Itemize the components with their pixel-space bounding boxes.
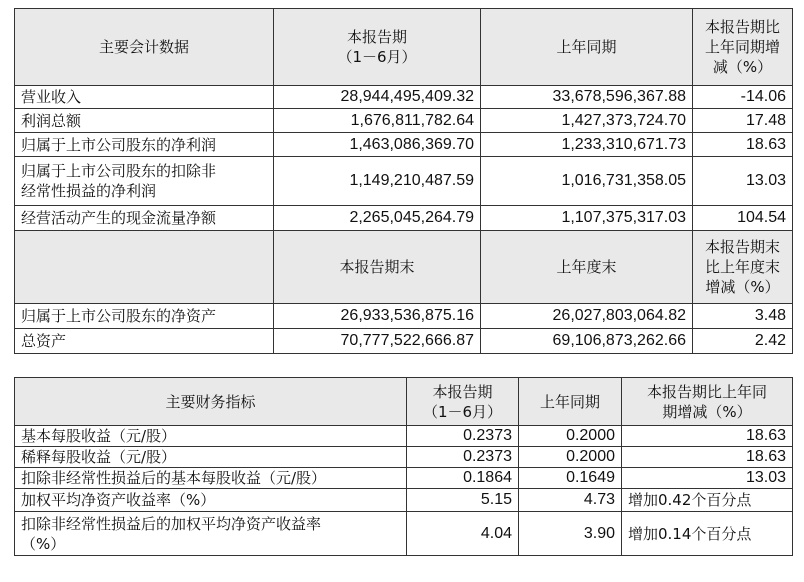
value-change: 18.63 — [693, 133, 793, 157]
value-current: 28,944,495,409.32 — [274, 86, 481, 109]
row-label: 利润总额 — [15, 109, 274, 133]
row-label-line: 归属于上市公司股东的扣除非 — [21, 162, 217, 180]
row-label-line: 扣除非经常性损益后的加权平均净资产收益率 — [21, 514, 322, 533]
value-change: 2.42 — [693, 329, 793, 354]
value-current: 26,933,536,875.16 — [274, 304, 481, 329]
value-change: 增加0.14个百分点 — [622, 512, 793, 556]
accounting-data-table — [14, 8, 793, 354]
value-prior: 4.73 — [519, 489, 622, 512]
row-label: 基本每股收益（元/股） — [15, 426, 407, 447]
value-prior: 1,233,310,671.73 — [481, 133, 693, 157]
header-cell-change-line: 上年同期增 — [704, 38, 780, 56]
value-change: 18.63 — [622, 447, 793, 468]
value-current: 2,265,045,264.79 — [274, 206, 481, 231]
table-row — [15, 468, 793, 489]
table-header-row — [15, 231, 793, 304]
header-cell-change — [693, 9, 793, 86]
table-row — [15, 157, 793, 206]
table-row — [15, 109, 793, 133]
header-cell-change-line: 减（%） — [712, 58, 773, 76]
table-row — [15, 426, 793, 447]
row-label-line: 经常性损益的净利润 — [21, 182, 157, 200]
value-prior: 0.1649 — [519, 468, 622, 489]
header-cell-current-period-line: 本报告期 — [432, 382, 493, 401]
value-current: 70,777,522,666.87 — [274, 329, 481, 354]
value-prior: 1,016,731,358.05 — [481, 157, 693, 206]
row-label: 归属于上市公司股东的净利润 — [15, 133, 274, 157]
header-cell-metric: 主要会计数据 — [15, 9, 274, 86]
table-row — [15, 206, 793, 231]
header-cell-current-period — [407, 378, 519, 426]
header-cell-change — [622, 378, 793, 426]
value-prior: 0.2000 — [519, 426, 622, 447]
row-label: 归属于上市公司股东的净资产 — [15, 304, 274, 329]
header-cell-period-end: 本报告期末 — [274, 231, 481, 304]
value-current: 0.2373 — [407, 447, 519, 468]
table-row — [15, 512, 793, 556]
table-row — [15, 86, 793, 109]
row-label — [15, 512, 407, 556]
value-change: 增加0.42个百分点 — [622, 489, 793, 512]
header-cell-change-line: 本报告期比上年同 — [646, 382, 767, 401]
header-cell-change-line: 增减（%） — [705, 278, 780, 296]
header-cell-prior-period: 上年同期 — [519, 378, 622, 426]
value-prior: 1,107,375,317.03 — [481, 206, 693, 231]
row-label: 扣除非经常性损益后的基本每股收益（元/股） — [15, 468, 407, 489]
header-cell-prior-year-end: 上年度末 — [481, 231, 693, 304]
value-prior: 33,678,596,367.88 — [481, 86, 693, 109]
financial-indicators-body — [15, 378, 793, 556]
financial-indicators-table — [14, 377, 793, 556]
table-header-row — [15, 9, 793, 86]
header-cell-change-line: 本报告期末 — [704, 238, 780, 256]
value-prior: 26,027,803,064.82 — [481, 304, 693, 329]
value-prior: 1,427,373,724.70 — [481, 109, 693, 133]
header-cell-change-line: 期增减（%） — [662, 402, 752, 421]
row-label: 总资产 — [15, 329, 274, 354]
value-current: 4.04 — [407, 512, 519, 556]
header-cell-change-line: 比上年度末 — [704, 258, 780, 276]
value-current: 1,463,086,369.70 — [274, 133, 481, 157]
value-change: 17.48 — [693, 109, 793, 133]
header-cell-change — [693, 231, 793, 304]
value-change: 104.54 — [693, 206, 793, 231]
table-row — [15, 133, 793, 157]
table-row — [15, 489, 793, 512]
value-current: 1,149,210,487.59 — [274, 157, 481, 206]
table-header-row — [15, 378, 793, 426]
value-current: 1,676,811,782.64 — [274, 109, 481, 133]
value-prior: 0.2000 — [519, 447, 622, 468]
row-label: 经营活动产生的现金流量净额 — [15, 206, 274, 231]
header-cell-change-line: 本报告期比 — [704, 18, 780, 36]
header-cell-current-period-line: （1－6月） — [337, 48, 417, 66]
row-label: 稀释每股收益（元/股） — [15, 447, 407, 468]
header-cell-indicator: 主要财务指标 — [15, 378, 407, 426]
value-change: 13.03 — [693, 157, 793, 206]
value-change: 13.03 — [622, 468, 793, 489]
header-cell-current-period — [274, 9, 481, 86]
header-cell-current-period-line: 本报告期 — [346, 28, 407, 46]
value-change: -14.06 — [693, 86, 793, 109]
row-label: 营业收入 — [15, 86, 274, 109]
value-prior: 3.90 — [519, 512, 622, 556]
value-change: 18.63 — [622, 426, 793, 447]
table-row — [15, 447, 793, 468]
header-cell-current-period-line: （1－6月） — [422, 402, 503, 421]
value-current: 5.15 — [407, 489, 519, 512]
table-row — [15, 329, 793, 354]
value-current: 0.2373 — [407, 426, 519, 447]
table-row — [15, 304, 793, 329]
row-label: 加权平均净资产收益率（%） — [15, 489, 407, 512]
header-cell-prior-period: 上年同期 — [481, 9, 693, 86]
accounting-data-body — [15, 9, 793, 354]
row-label-line: （%） — [21, 534, 66, 553]
row-label — [15, 157, 274, 206]
value-prior: 69,106,873,262.66 — [481, 329, 693, 354]
value-change: 3.48 — [693, 304, 793, 329]
header-cell-blank — [15, 231, 274, 304]
value-current: 0.1864 — [407, 468, 519, 489]
